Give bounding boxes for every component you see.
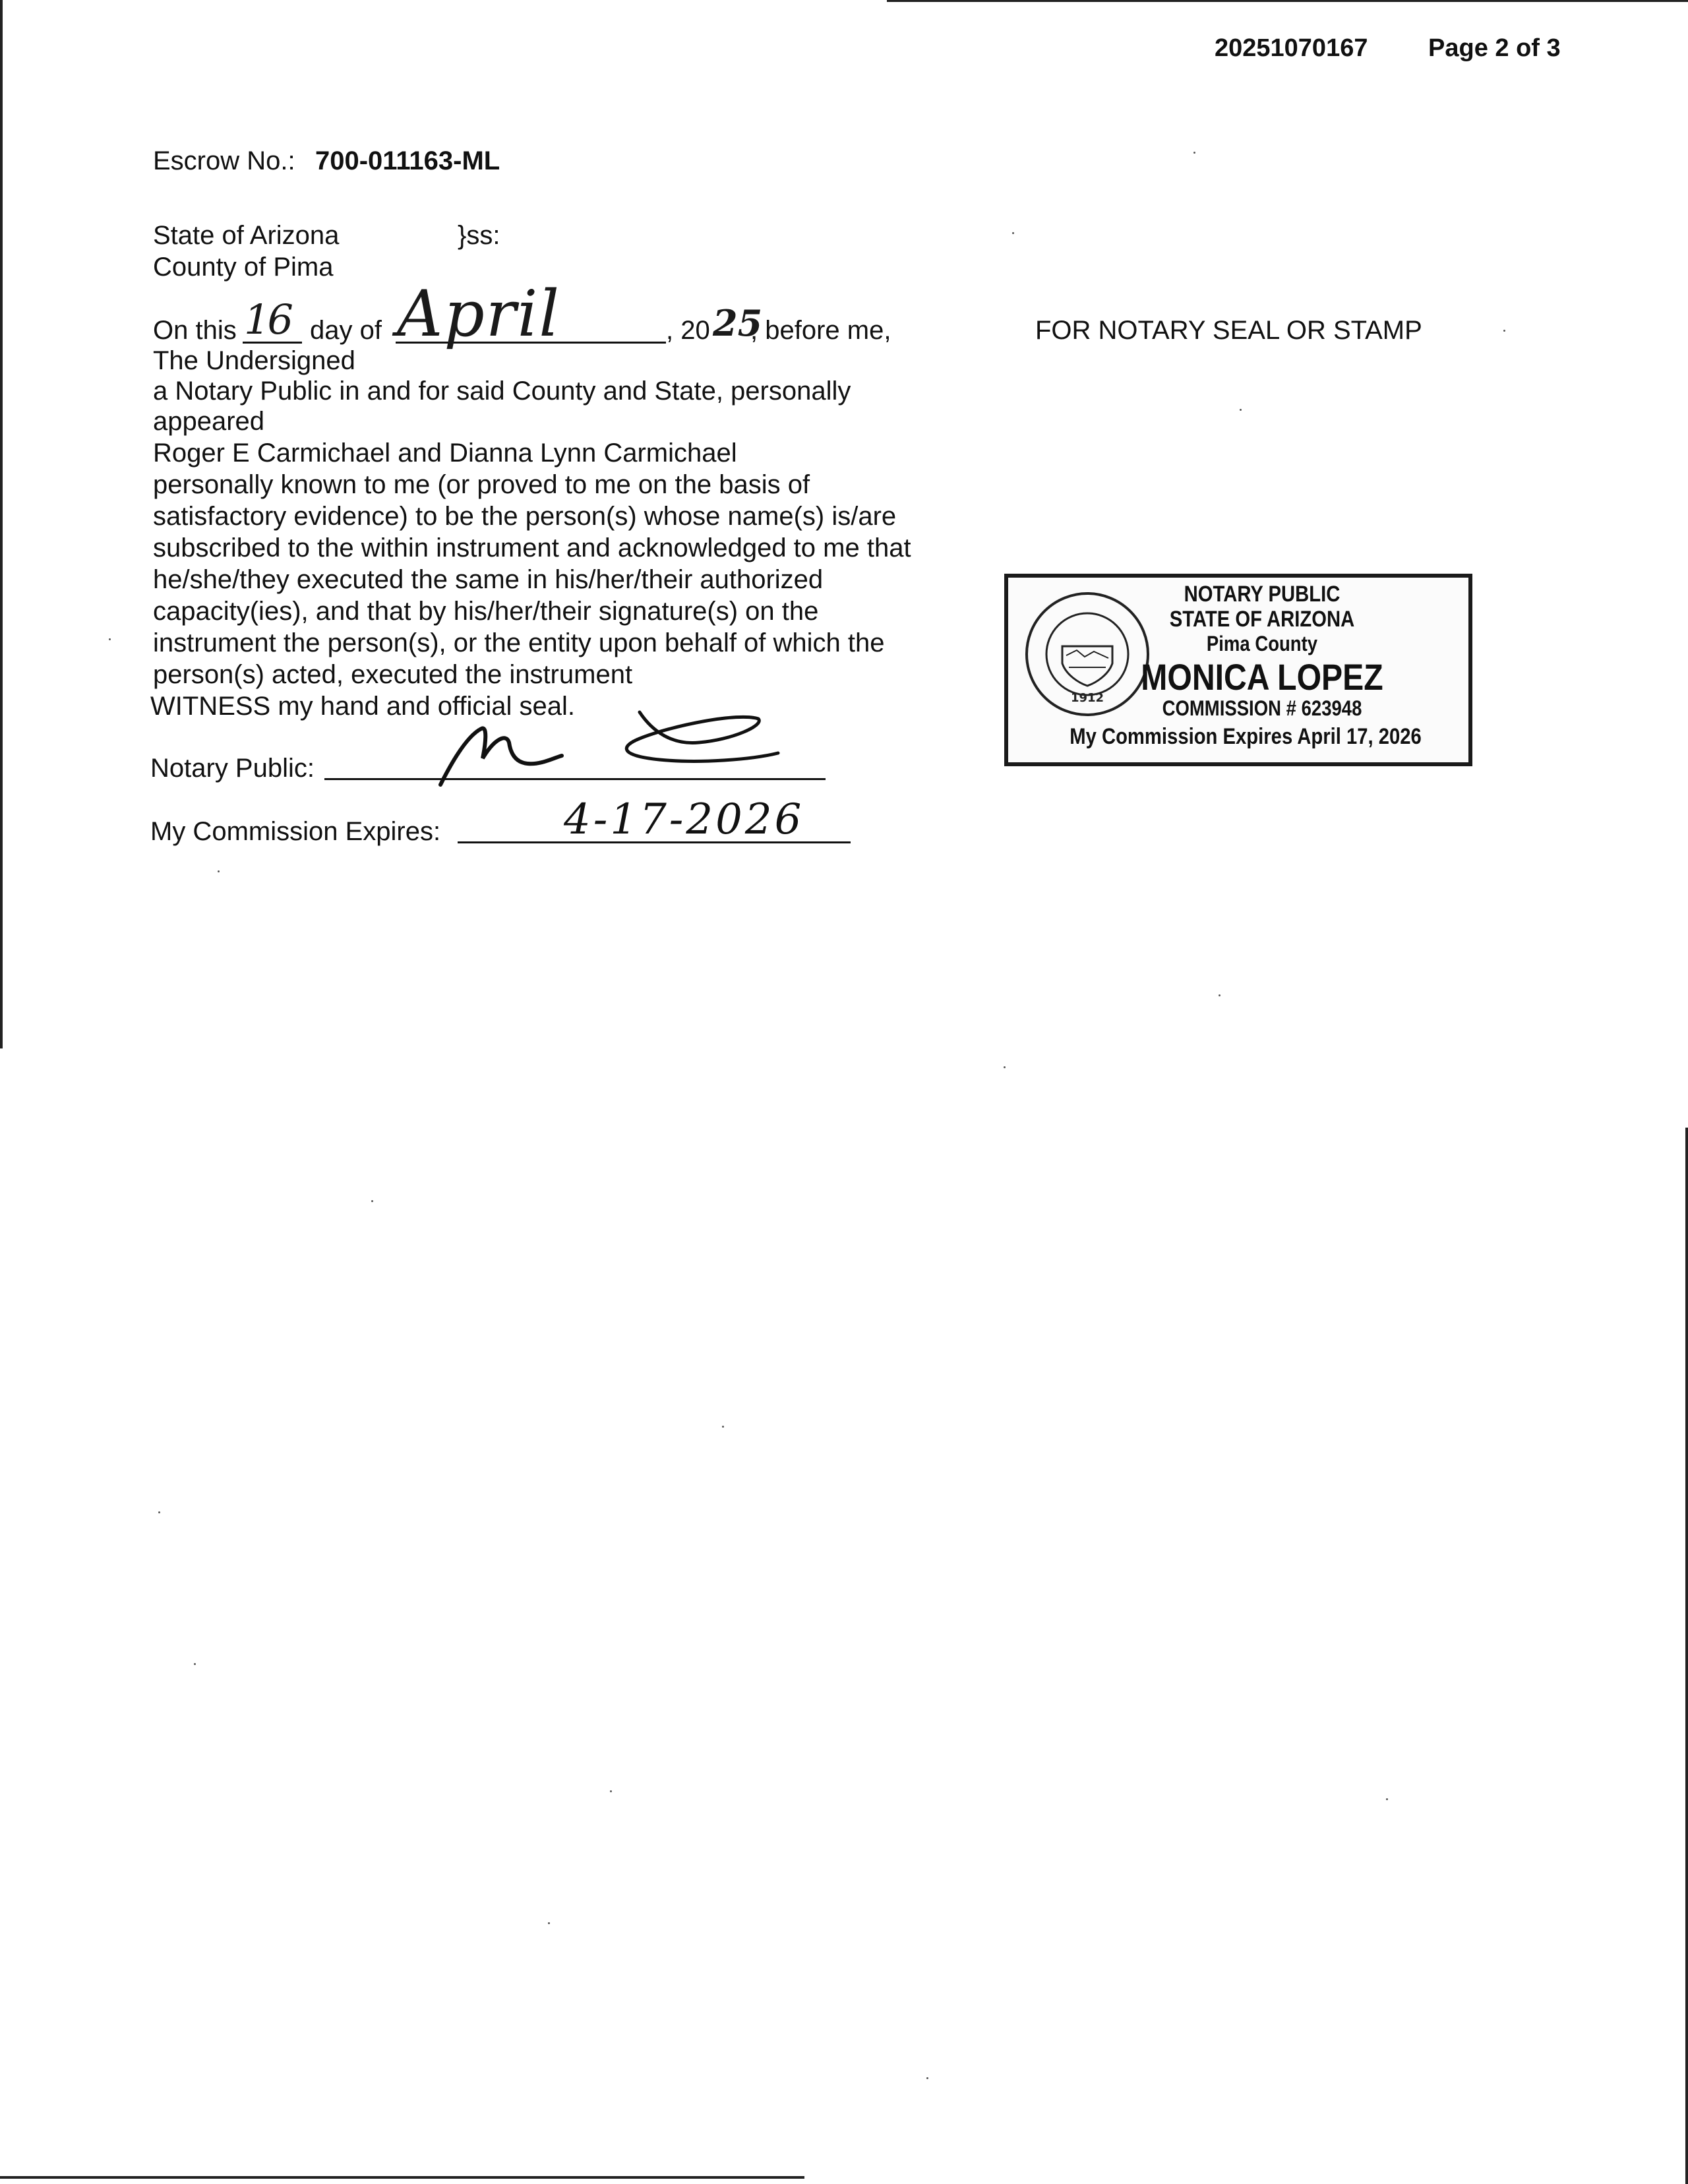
handwritten-year: 25 bbox=[713, 302, 763, 344]
scan-speck bbox=[1004, 1066, 1006, 1068]
acknowledgment-line: a Notary Public in and for said County and State, personally bbox=[153, 377, 851, 406]
acknowledgment-line: personally known to me (or proved to me on the basis of bbox=[153, 470, 810, 499]
acknowledgment-line: instrument the person(s), or the entity upon behalf of which the bbox=[153, 628, 885, 657]
acknowledgment-line: satisfactory evidence) to be the person(s) whose name(s) is/are bbox=[153, 502, 897, 531]
acknowledgment-line: capacity(ies), and that by his/her/their signature(s) on the bbox=[153, 597, 819, 626]
scan-speck bbox=[926, 2077, 928, 2079]
scan-edge-left bbox=[0, 0, 3, 1048]
signer-names: Roger E Carmichael and Dianna Lynn Carmichael bbox=[153, 439, 737, 468]
document-number: 20251070167 bbox=[1215, 34, 1368, 62]
acknowledgment-line: he/she/they executed the same in his/her/their authorized bbox=[153, 565, 824, 594]
scan-speck bbox=[371, 1200, 373, 1202]
scan-speck bbox=[1386, 1798, 1388, 1800]
venue-ss: }ss: bbox=[458, 221, 500, 250]
notary-public-label: Notary Public: bbox=[150, 754, 315, 783]
witness-line: WITNESS my hand and official seal. bbox=[150, 692, 575, 721]
venue-county: County of Pima bbox=[153, 253, 334, 282]
scan-speck bbox=[1503, 330, 1505, 332]
before-me-label: , before me, bbox=[750, 316, 891, 345]
stamp-county: Pima County bbox=[1206, 632, 1318, 655]
seal-area-heading: FOR NOTARY SEAL OR STAMP bbox=[1035, 316, 1422, 345]
stamp-expiration: My Commission Expires April 17, 2026 bbox=[1070, 724, 1422, 749]
escrow-number: 700-011163-ML bbox=[315, 146, 500, 175]
notary-signature bbox=[422, 699, 791, 798]
on-this-label: On this bbox=[153, 316, 237, 345]
handwritten-expiration: 4-17-2026 bbox=[564, 795, 804, 844]
seal-year: 1912 bbox=[1070, 691, 1104, 705]
scan-speck bbox=[610, 1790, 612, 1792]
acknowledgment-line: subscribed to the within instrument and acknowledged to me that bbox=[153, 533, 911, 562]
escrow-label: Escrow No.: bbox=[153, 146, 295, 175]
notary-stamp bbox=[1004, 574, 1472, 766]
scan-speck bbox=[722, 1426, 724, 1428]
scan-speck bbox=[218, 870, 220, 872]
handwritten-month: April bbox=[397, 277, 561, 351]
day-of-label: day of bbox=[310, 316, 382, 345]
acknowledgment-line: appeared bbox=[153, 407, 265, 436]
scan-speck bbox=[158, 1511, 160, 1513]
page-label: Page 2 of 3 bbox=[1428, 34, 1561, 62]
acknowledgment-line: person(s) acted, executed the instrument bbox=[153, 660, 633, 689]
scan-edge-bottom bbox=[0, 2176, 804, 2179]
stamp-title: NOTARY PUBLIC bbox=[1184, 582, 1341, 607]
scan-speck bbox=[1012, 232, 1014, 234]
scan-speck bbox=[194, 1663, 196, 1665]
venue-state: State of Arizona bbox=[153, 221, 340, 250]
scan-edge-top bbox=[887, 0, 1688, 2]
handwritten-day: 16 bbox=[244, 295, 291, 344]
scan-speck bbox=[548, 1922, 550, 1924]
stamp-state: STATE OF ARIZONA bbox=[1169, 607, 1355, 632]
scan-speck bbox=[1219, 994, 1221, 996]
stamp-commission-number: COMMISSION # 623948 bbox=[1162, 696, 1362, 720]
scan-edge-right bbox=[1685, 1128, 1688, 2184]
year-prefix: , 20 bbox=[666, 316, 710, 345]
commission-expires-label: My Commission Expires: bbox=[150, 817, 441, 846]
stamp-notary-name: MONICA LOPEZ bbox=[1141, 656, 1383, 698]
scan-speck bbox=[1240, 409, 1242, 411]
scan-speck bbox=[1193, 152, 1195, 154]
the-undersigned: The Undersigned bbox=[153, 346, 355, 375]
scan-speck bbox=[109, 638, 111, 640]
